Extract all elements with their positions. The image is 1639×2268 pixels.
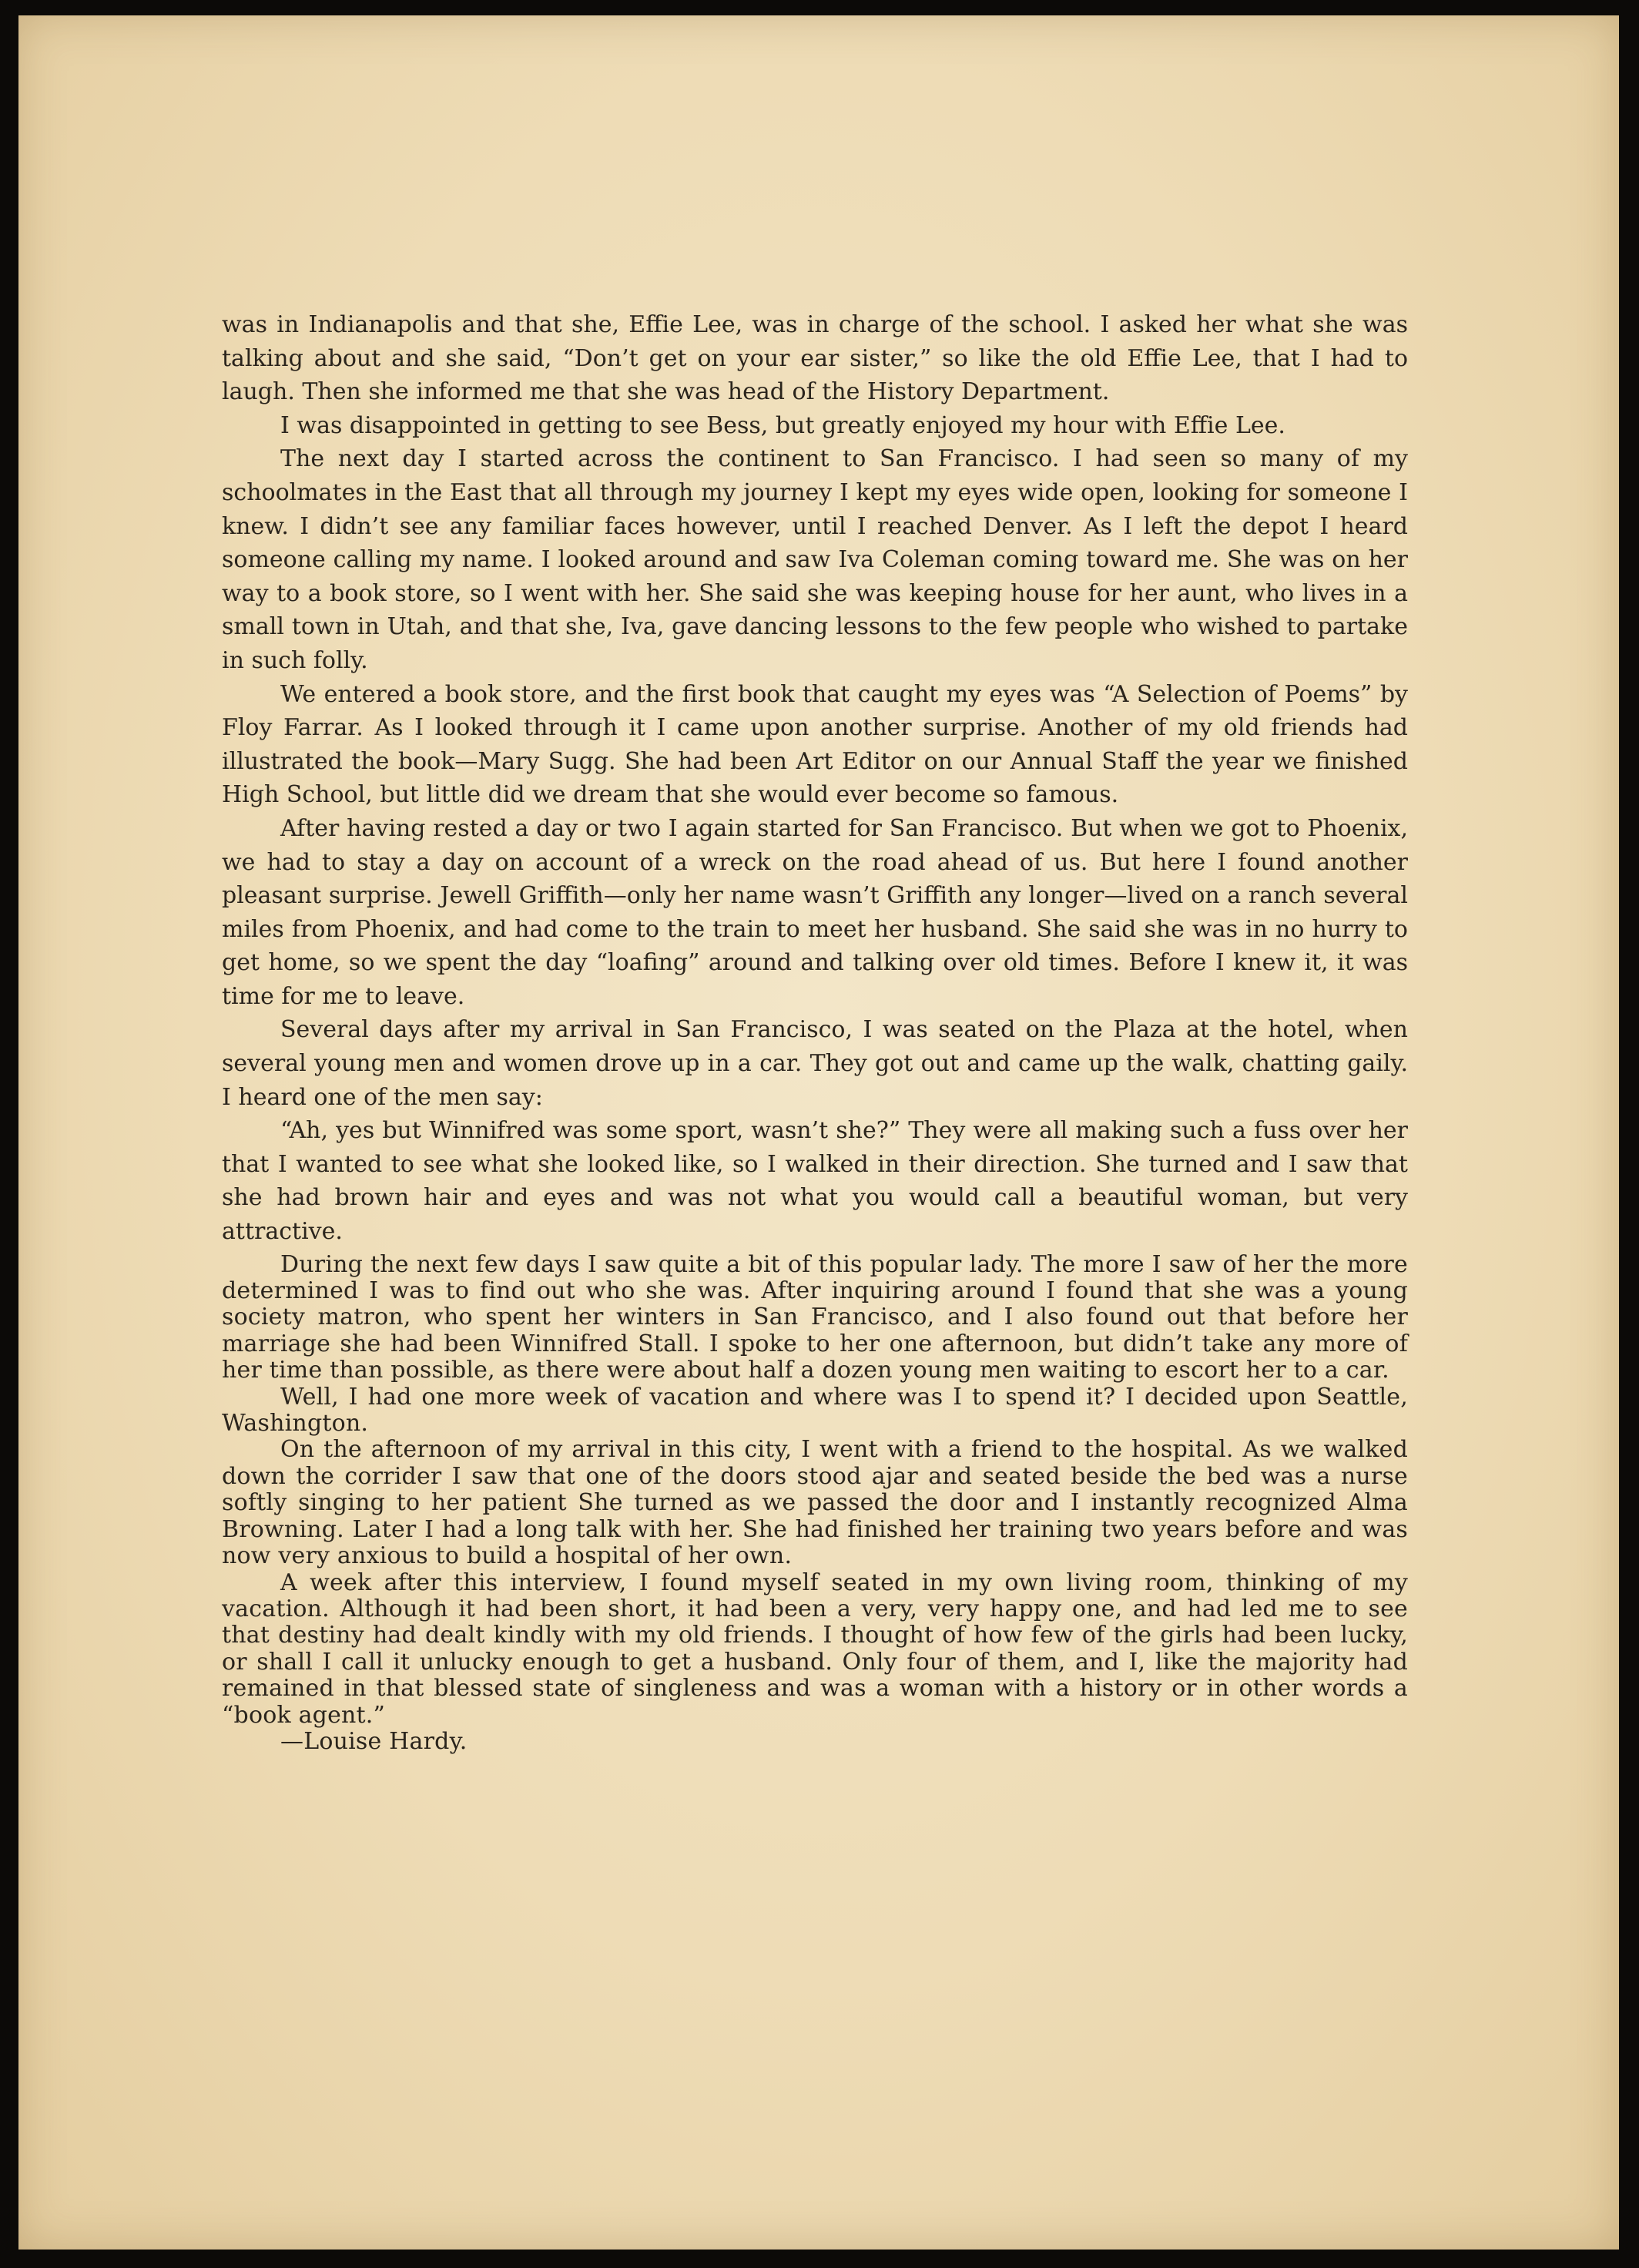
paragraph: was in Indianapolis and that she, Effie Lee, was in charge of the school. I asked her what she was talking about and she said, “Don’t get on your ear sister,” so like the old Effie Lee, that I had to laugh. Then she informed me that she was head of the History Department. xyxy=(222,311,1408,406)
paragraph: During the next few days I saw quite a bit of this popular lady. The more I saw of her the more determined I was to find out who she was. After inquiring around I found that she was a young society matron, who spent her winters in San Francisco, and I also found out that before her marriage she had been Winnifred Stall. I spoke to her one afternoon, but didn’t take any more of her time than possible, as there were about half a dozen young men waiting to escort her to a car. xyxy=(222,1250,1408,1384)
paragraph: Well, I had one more week of vacation and where was I to spend it? I decided upon Seattle, Washington. xyxy=(222,1383,1408,1438)
author-signature: —Louise Hardy. xyxy=(280,1727,468,1755)
scanned-page xyxy=(18,15,1619,2250)
article-body xyxy=(222,308,1408,1755)
paragraph: A week after this interview, I found myself seated in my own living room, thinking of my vacation. Although it had been short, it had been a very, very happy one, and had led me to see that destiny had dealt kindly with my old friends. I thought of how few of the girls had been lucky, or shall I call it unlucky enough to get a husband. Only four of them, and I, like the majority had remained in that blessed state of singleness and was a woman with a history or in other words a “book agent.” xyxy=(222,1568,1408,1729)
paragraph: “Ah, yes but Winnifred was some sport, wasn’t she?” They were all making such a fuss over her that I wanted to see what she looked like, so I walked in their direction. She turned and I saw that she had brown hair and eyes and was not what you would call a beautiful woman, but very attractive. xyxy=(222,1117,1408,1246)
article-section-upper xyxy=(222,308,1408,1249)
paragraph: On the afternoon of my arrival in this city, I went with a friend to the hospital. As we walked down the corrider I saw that one of the doors stood ajar and seated beside the bed was a nurse softly singing to her patient She turned as we passed the door and I instantly recognized Alma Browning. Later I had a long talk with her. She had finished her training two years before and was now very anxious to build a hospital of her own. xyxy=(222,1436,1408,1570)
paragraph: After having rested a day or two I again started for San Francisco. But when we got to Phoenix, we had to stay a day on account of a wreck on the road ahead of us. But here I found another pleasant surprise. Jewell Griffith—only her name wasn’t Griffith any longer—lived on a ranch several miles from Phoenix, and had come to the train to meet her husband. She said she was in no hurry to get home, so we spent the day “loafing” around and talking over old times. Before I knew it, it was time for me to leave. xyxy=(222,814,1408,1010)
article-section-lower xyxy=(222,1252,1408,1756)
paragraph: We entered a book store, and the first book that caught my eyes was “A Selection of Poems” by Floy Farrar. As I looked through it I came upon another surprise. Another of my old friends had illustrated the book—Mary Sugg. She had been Art Editor on our Annual Staff the year we finished High School, but little did we dream that she would ever become so famous. xyxy=(222,680,1408,809)
paragraph: Several days after my arrival in San Francisco, I was seated on the Plaza at the hotel, when several young men and women drove up in a car. They got out and came up the walk, chatting gaily. I heard one of the men say: xyxy=(222,1016,1408,1111)
paragraph: The next day I started across the continent to San Francisco. I had seen so many of my schoolmates in the East that all through my journey I kept my eyes wide open, looking for someone I knew. I didn’t see any familiar faces however, until I reached Denver. As I left the depot I heard someone calling my name. I looked around and saw Iva Coleman coming toward me. She was on her way to a book store, so I went with her. She said she was keeping house for her aunt, who lives in a small town in Utah, and that she, Iva, gave dancing lessons to the few people who wished to partake in such folly. xyxy=(222,445,1408,674)
paragraph: I was disappointed in getting to see Bess, but greatly enjoyed my hour with Effie Lee. xyxy=(280,411,1285,439)
